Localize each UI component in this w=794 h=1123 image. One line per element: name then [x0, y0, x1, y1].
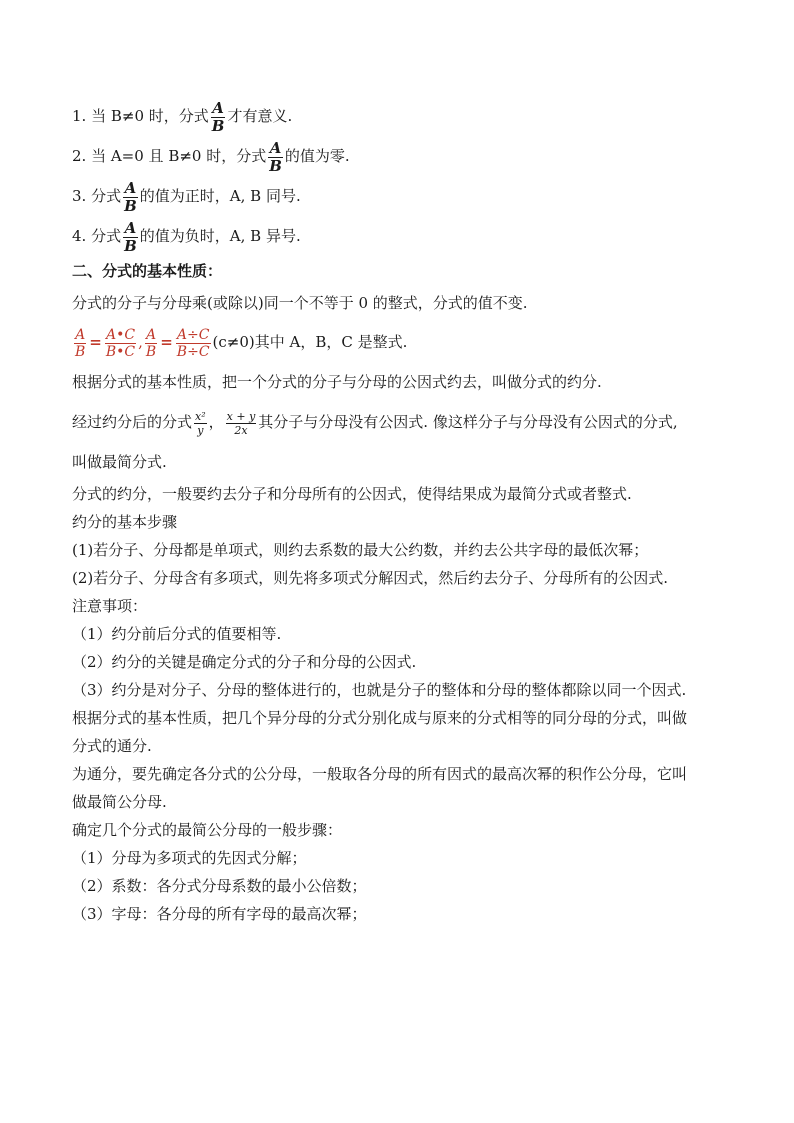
formula-fraction: [74, 328, 86, 359]
note-3: （3）约分是对分子、分母的整体进行的，也就是分子的整体和分母的整体都除以同一个因式.: [72, 681, 687, 699]
numerator: A: [124, 218, 137, 237]
numerator: A: [75, 326, 86, 343]
separator: ，: [208, 413, 224, 431]
lcd-step-2: （2）系数：各分式分母系数的最小公倍数；: [72, 877, 367, 895]
fraction-a-over-b: [123, 218, 138, 255]
text: 经过约分后的分式: [72, 413, 193, 431]
denominator: 2x: [234, 423, 248, 437]
condition-negative: [72, 216, 732, 256]
formula-note: (c≠0)其中 A，B，C 是整式.: [212, 333, 408, 351]
numerator: A: [146, 326, 157, 343]
lcd-definition-end: 做最简公分母.: [72, 793, 167, 811]
property-formula: [72, 320, 732, 364]
numerator: A: [269, 138, 282, 157]
common-denominator-definition-end: 分式的通分.: [72, 737, 152, 755]
formula-fraction: [105, 328, 136, 359]
note-2: （2）约分的关键是确定分式的分子和分母的公因式.: [72, 653, 417, 671]
text: 的值为正时，A, B 同号.: [139, 187, 301, 205]
fraction-a-over-b: [268, 138, 283, 175]
notes-title: 注意事项：: [72, 597, 148, 615]
denominator: B: [124, 236, 137, 255]
section-heading-properties: 二、分式的基本性质：: [72, 262, 223, 280]
denominator: B: [124, 196, 137, 215]
lcd-step-3: （3）字母：各分母的所有字母的最高次幂；: [72, 905, 367, 923]
equals-sign: =: [160, 333, 173, 351]
fraction-x-plus-y-over-2x: [226, 411, 257, 436]
denominator: B: [75, 343, 86, 360]
numerator: A: [124, 178, 137, 197]
denominator: B•C: [105, 343, 136, 360]
text: 3. 分式: [72, 187, 122, 205]
text: 的值为零.: [284, 147, 350, 165]
step-2: (2)若分子、分母含有多项式，则先将多项式分解因式，然后约去分子、分母所有的公因式.: [72, 569, 669, 587]
reduction-definition: 根据分式的基本性质，把一个分式的分子与分母的公因式约去，叫做分式的约分.: [72, 373, 602, 391]
comma: ,: [138, 333, 143, 351]
numerator: x + y: [226, 409, 256, 423]
property-statement: 分式的分子与分母乘(或除以)同一个不等于 0 的整式，分式的值不变.: [72, 294, 528, 312]
document-page: [72, 96, 732, 928]
numerator: x²: [195, 409, 206, 423]
fraction-a-over-b: [211, 98, 226, 135]
reduction-general: 分式的约分，一般要约去分子和分母所有的公因式，使得结果成为最简分式或者整式.: [72, 485, 632, 503]
numerator: A: [212, 98, 224, 117]
denominator: B: [269, 156, 282, 175]
text: 其分子与分母没有公因式. 像这样分子与分母没有公因式的分式,: [258, 413, 678, 431]
denominator: B: [211, 116, 225, 135]
text: 的值为负时，A, B 异号.: [139, 227, 301, 245]
text: 才有意义.: [227, 107, 293, 125]
lcd-steps-title: 确定几个分式的最简公分母的一般步骤：: [72, 821, 343, 839]
condition-meaningful: [72, 96, 732, 136]
common-denominator-definition: 根据分式的基本性质，把几个异分母的分式分别化成与原来的分式相等的同分母的分式，叫做: [72, 709, 688, 727]
denominator: B÷C: [176, 343, 210, 360]
note-1: （1）约分前后分式的值要相等.: [72, 625, 282, 643]
condition-zero: [72, 136, 732, 176]
simplest-fraction-term: 叫做最简分式.: [72, 453, 167, 471]
condition-positive: [72, 176, 732, 216]
text: 1. 当 B≠0 时，分式: [72, 107, 209, 125]
lcd-definition: 为通分，要先确定各分式的公分母，一般取各分母的所有因式的最高次幂的积作公分母，它叫: [72, 765, 688, 783]
text: 2. 当 A=0 且 B≠0 时，分式: [72, 147, 267, 165]
formula-fraction: [176, 328, 211, 359]
steps-title: 约分的基本步骤: [72, 513, 178, 531]
fraction-a-over-b: [123, 178, 138, 215]
denominator: y: [197, 423, 204, 437]
lcd-step-1: （1）分母为多项式的先因式分解；: [72, 849, 307, 867]
equals-sign: =: [89, 333, 102, 351]
formula-fraction: [145, 328, 157, 359]
fraction-x2-over-y: [194, 411, 207, 436]
text: 4. 分式: [72, 227, 122, 245]
numerator: A•C: [105, 326, 136, 343]
step-1: (1)若分子、分母都是单项式，则约去系数的最大公约数，并约去公共字母的最低次幂；: [72, 541, 649, 559]
numerator: A÷C: [176, 326, 210, 343]
simplest-fraction-example: [72, 400, 732, 444]
denominator: B: [145, 343, 157, 360]
